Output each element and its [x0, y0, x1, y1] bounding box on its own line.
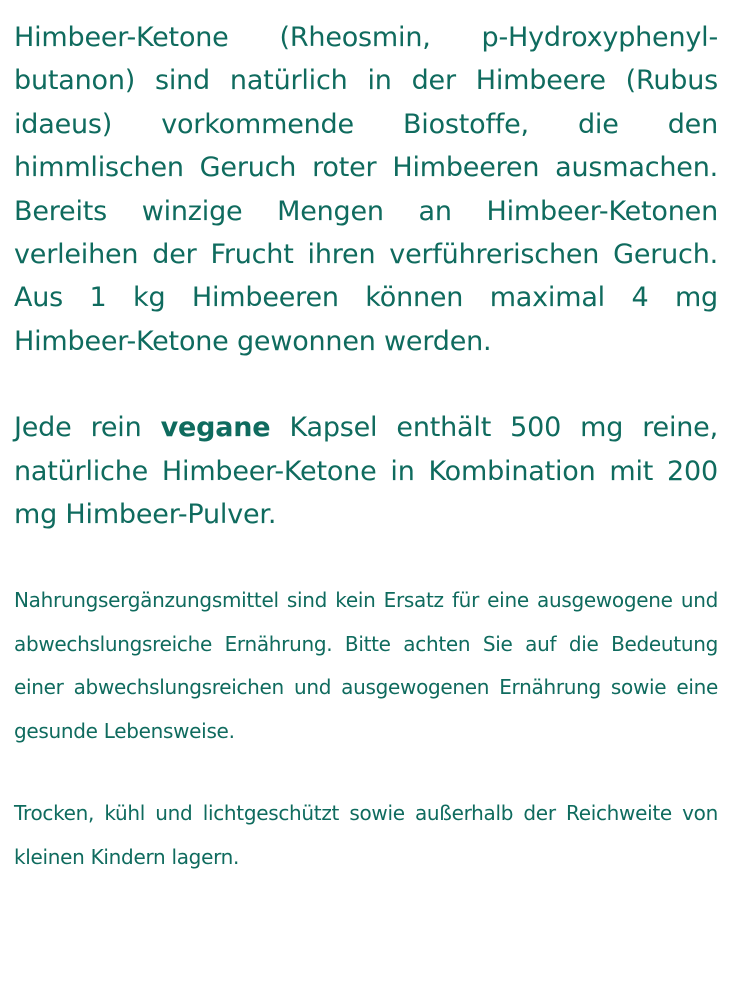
- capsule-text-before: Jede rein: [14, 412, 161, 444]
- intro-paragraph: Himbeer-Ketone (Rheosmin, p-Hydroxyphenyl-butanon) sind natürlich in der Himbeere (Rubus idaeus) vorkommende Biostoffe, die den himmlischen Geruch roter Himbeeren ausmachen. Bereits winzige Mengen an Himbeer-Ketonen verleihen der Frucht ihren verführerischen Geruch. Aus 1 kg Himbeeren können maximal 4 mg Himbeer-Ketone gewonnen werden.: [14, 22, 718, 357]
- vegan-emphasis: vegane: [160, 412, 271, 444]
- supplement-notice-paragraph: Nahrungsergänzungsmittel sind kein Ersatz für eine ausgewogene und abwechslungsreiche Ernährung. Bitte achten Sie auf die Bedeutung einer abwechslungsreichen und ausgewogenen Ernährung sowie eine gesunde Lebensweise.: [14, 588, 718, 743]
- capsule-content-paragraph: [14, 406, 718, 536]
- capsule-text-after: Kapsel enthält 500 mg reine, natürliche Himbeer-Ketone in Kombination mit 200 mg Himbeer-Pulver.: [14, 412, 718, 531]
- product-description: [14, 16, 718, 879]
- storage-notice-paragraph: Trocken, kühl und lichtgeschützt sowie außerhalb der Reichweite von kleinen Kindern lagern.: [14, 801, 718, 869]
